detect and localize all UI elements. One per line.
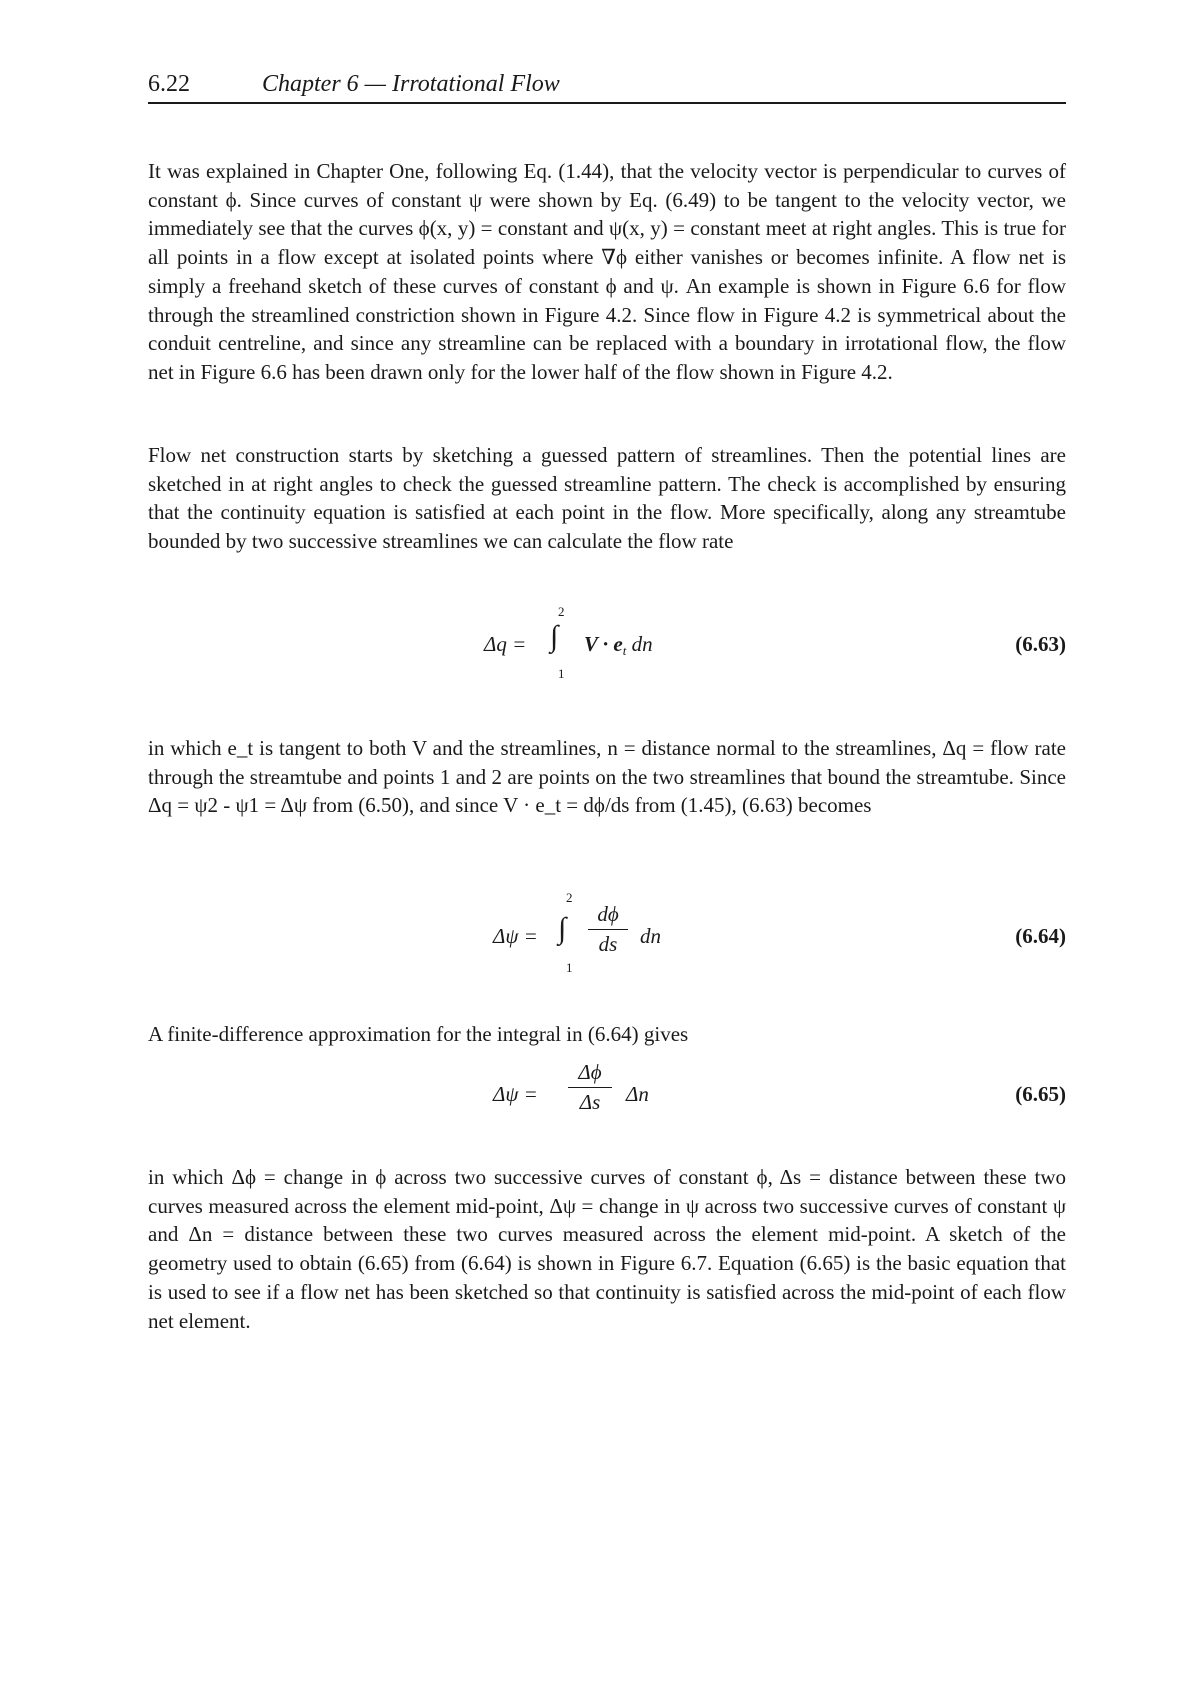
eq664-fraction-bar <box>588 929 628 930</box>
eq665-denominator: Δs <box>579 1090 601 1114</box>
paragraph-2: Flow net construction starts by sketching a guessed pattern of streamlines. Then the potential lines are sketched in at right angles to check the guessed streamline pattern. The check is accomplished by ensuring that the continuity equation is satisfied at each point in the flow. More specifically, along any streamtube bounded by two successive streamlines we can calculate the flow rate <box>148 443 1066 554</box>
eq664-denominator: ds <box>598 932 618 956</box>
equation-6-64 <box>148 890 1066 980</box>
eq663-lhs: Δq = <box>484 632 527 656</box>
paragraph-3: in which e_t is tangent to both V and the streamlines, n = distance normal to the streamlines, Δq = flow rate through the streamtube and points 1 and 2 are points on the two streamlines that bound the streamtube. Since Δq = ψ2 - ψ1 = Δψ from (6.50), and since V · e_t = dϕ/ds from (1.45), (6.63) becomes <box>148 736 1066 818</box>
eq664-upper-limit: 2 <box>566 890 573 905</box>
page-header <box>148 70 1066 104</box>
eq663-differential: dn <box>631 632 653 656</box>
eq663-number: (6.63) <box>1015 632 1066 656</box>
page-number: 6.22 <box>148 71 190 97</box>
equation-6-63 <box>148 604 1066 684</box>
eq664-numerator: dϕ <box>597 902 619 926</box>
eq663-upper-limit: 2 <box>558 604 565 619</box>
paragraph-1: It was explained in Chapter One, following Eq. (1.44), that the velocity vector is perpendicular to curves of constant ϕ. Since curves of constant ψ were shown by Eq. (6.49) to be tangent to the velocity vector, we immediately see that the curves ϕ(x, y) = constant and ψ(x, y) = constant meet at right angles. This is true for all points in a flow except at isolated points where ∇ϕ either vanishes or becomes infinite. A flow net is simply a freehand sketch of these curves of constant ϕ and ψ. An example is shown in Figure 6.6 for flow through the streamlined constriction shown in Figure 4.2. Since flow in Figure 4.2 is symmetrical about the conduit centreline, and since any streamline can be replaced with a boundary in irrotational flow, the flow net in Figure 6.6 has been drawn only for the lower half of the flow shown in Figure 4.2. <box>148 159 1066 384</box>
eq664-differential: dn <box>640 924 661 948</box>
eq665-fraction <box>568 1060 612 1115</box>
equation-6-65 <box>148 1060 1066 1130</box>
paragraph-4: A finite-difference approximation for the integral in (6.64) gives <box>148 1022 689 1046</box>
eq664-lhs: Δψ = <box>493 924 538 948</box>
eq663-integral-sign: ∫ <box>550 620 559 653</box>
eq663-lower-limit: 1 <box>558 666 565 681</box>
eq663-subscript: t <box>622 643 627 658</box>
eq665-number: (6.65) <box>1015 1082 1066 1106</box>
paragraph-5: in which Δϕ = change in ϕ across two successive curves of constant ϕ, Δs = distance between these two curves measured across the element mid-point, Δψ = change in ψ across two successive curves of constant ψ and Δn = distance between these two curves measured across the element mid-point. A sketch of the geometry used to obtain (6.65) from (6.64) is shown in Figure 6.7. Equation (6.65) is the basic equation that is used to see if a flow net has been sketched so that continuity is satisfied across the mid-point of each flow net element. <box>148 1165 1066 1333</box>
eq665-fraction-bar <box>568 1087 612 1088</box>
eq665-numerator: Δϕ <box>578 1060 602 1084</box>
eq664-number: (6.64) <box>1015 924 1066 948</box>
eq664-lower-limit: 1 <box>566 960 573 975</box>
eq664-integral-sign: ∫ <box>558 912 567 945</box>
chapter-title: Chapter 6 — Irrotational Flow <box>262 71 560 97</box>
eq663-integrand-term: V · e <box>584 632 623 656</box>
eq663-integrand <box>584 632 653 659</box>
eq665-delta-n: Δn <box>626 1082 649 1106</box>
eq664-fraction <box>588 902 628 957</box>
eq665-lhs: Δψ = <box>493 1082 538 1106</box>
